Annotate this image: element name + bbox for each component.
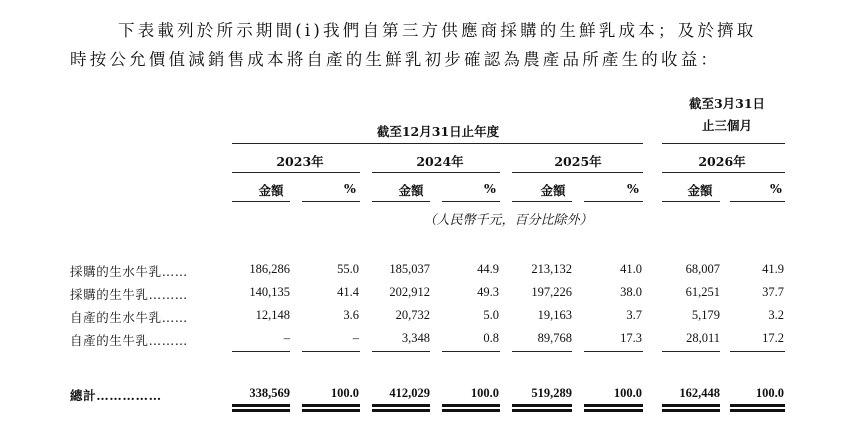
row-label: 採購的生水牛乳…… — [70, 264, 188, 279]
subtotal-rule-amt-2023 — [232, 351, 290, 352]
subtotal-rule-pct-2025 — [584, 351, 643, 352]
amount-cell: 140,135 — [249, 285, 290, 299]
amount-cell: 213,132 — [531, 262, 572, 276]
total-amount-cell: 162,448 — [679, 386, 720, 400]
amount-header-2024: 金額 — [398, 183, 424, 198]
amount-cell: 197,226 — [531, 285, 572, 299]
rule-pct-2026 — [730, 201, 785, 202]
total-rule-pct-2024 — [442, 404, 500, 412]
subtotal-rule-pct-2023 — [302, 351, 360, 352]
rule-amt-2026 — [662, 201, 720, 202]
percent-cell: 41.4 — [337, 285, 359, 299]
percent-header-2024: % — [484, 181, 496, 196]
year-rule-2023 — [232, 172, 360, 173]
percent-header-2026: % — [770, 181, 782, 196]
subtotal-rule-pct-2024 — [442, 351, 500, 352]
total-rule-amt-2026 — [662, 404, 720, 412]
total-amount-cell: 412,029 — [389, 386, 430, 400]
quarter-header — [689, 94, 765, 134]
rule-amt-2025 — [512, 201, 572, 202]
year-header-2024: 2024年 — [416, 154, 464, 169]
total-rule-pct-2026 — [730, 404, 785, 412]
percent-cell: 5.0 — [483, 308, 499, 322]
unit-note: （人民幣千元，百分比除外） — [423, 213, 593, 228]
percent-cell: 38.0 — [620, 285, 642, 299]
percent-header-2023: % — [344, 181, 356, 196]
total-rule-amt-2023 — [232, 404, 290, 412]
total-percent-cell: 100.0 — [330, 386, 359, 400]
amount-cell: 19,163 — [537, 308, 572, 322]
quarter-header-line2: 止三個月 — [701, 118, 752, 133]
amount-cell: – — [283, 331, 290, 345]
year-rule-2024 — [372, 172, 500, 173]
year-group-rule — [232, 143, 643, 144]
percent-cell: 17.2 — [762, 331, 784, 345]
year-header-2023: 2023年 — [276, 154, 324, 169]
total-amount-cell: 519,289 — [531, 386, 572, 400]
rule-pct-2023 — [302, 201, 360, 202]
total-rule-amt-2025 — [512, 404, 572, 412]
percent-cell: 49.3 — [477, 285, 499, 299]
amount-cell: 12,148 — [255, 308, 290, 322]
percent-cell: 55.0 — [337, 262, 359, 276]
rule-amt-2024 — [372, 201, 430, 202]
row-label: 自產的生牛乳……… — [70, 333, 188, 348]
amount-cell: 5,179 — [691, 308, 720, 322]
intro-line-1: 下表載列於所示期間(i)我們自第三方供應商採購的生鮮乳成本；及於擠取 — [118, 21, 757, 40]
subtotal-rule-amt-2024 — [372, 351, 430, 352]
year-header-2025: 2025年 — [554, 154, 602, 169]
amount-cell: 89,768 — [537, 331, 572, 345]
percent-cell: 44.9 — [477, 262, 499, 276]
percent-cell: 3.2 — [768, 308, 784, 322]
amount-cell: 68,007 — [685, 262, 720, 276]
total-amount-cell: 338,569 — [249, 386, 290, 400]
total-label: 總計…………… — [70, 388, 162, 403]
year-rule-2026 — [662, 172, 785, 173]
percent-cell: 0.8 — [483, 331, 499, 345]
total-percent-cell: 100.0 — [613, 386, 642, 400]
percent-cell: 37.7 — [762, 285, 784, 299]
amount-cell: 20,732 — [395, 308, 430, 322]
row-label: 採購的生牛乳……… — [70, 287, 188, 302]
intro-line-2: 時按公允價值減銷售成本將自產的生鮮乳初步確認為農產品所產生的收益： — [70, 50, 721, 69]
percent-header-2025: % — [627, 181, 639, 196]
year-rule-2025 — [512, 172, 643, 173]
row-label: 自產的生水牛乳…… — [70, 310, 188, 325]
percent-cell: – — [352, 331, 359, 345]
amount-header-2025: 金額 — [540, 183, 566, 198]
percent-cell: 3.7 — [626, 308, 642, 322]
amount-header-2026: 金額 — [687, 183, 713, 198]
percent-cell: 3.6 — [343, 308, 359, 322]
total-percent-cell: 100.0 — [470, 386, 499, 400]
subtotal-rule-amt-2026 — [662, 351, 720, 352]
quarter-group-rule — [662, 143, 785, 144]
rule-pct-2024 — [442, 201, 500, 202]
total-rule-pct-2023 — [302, 404, 360, 412]
amount-cell: 185,037 — [389, 262, 430, 276]
amount-cell: 186,286 — [249, 262, 290, 276]
subtotal-rule-pct-2026 — [730, 351, 785, 352]
amount-header-2023: 金額 — [258, 183, 284, 198]
amount-cell: 3,348 — [401, 331, 430, 345]
rule-amt-2023 — [232, 201, 290, 202]
total-percent-cell: 100.0 — [755, 386, 784, 400]
percent-cell: 41.9 — [762, 262, 784, 276]
amount-cell: 28,011 — [686, 331, 720, 345]
year-group-header: 截至12月31日止年度 — [376, 124, 500, 139]
year-header-2026: 2026年 — [698, 154, 746, 169]
rule-pct-2025 — [584, 201, 643, 202]
percent-cell: 17.3 — [620, 331, 642, 345]
total-rule-pct-2025 — [584, 404, 643, 412]
amount-cell: 61,251 — [685, 285, 720, 299]
total-rule-amt-2024 — [372, 404, 430, 412]
intro-paragraph — [70, 16, 830, 74]
subtotal-rule-amt-2025 — [512, 351, 572, 352]
quarter-header-line1: 截至3月31日 — [688, 96, 766, 111]
amount-cell: 202,912 — [389, 285, 430, 299]
percent-cell: 41.0 — [620, 262, 642, 276]
